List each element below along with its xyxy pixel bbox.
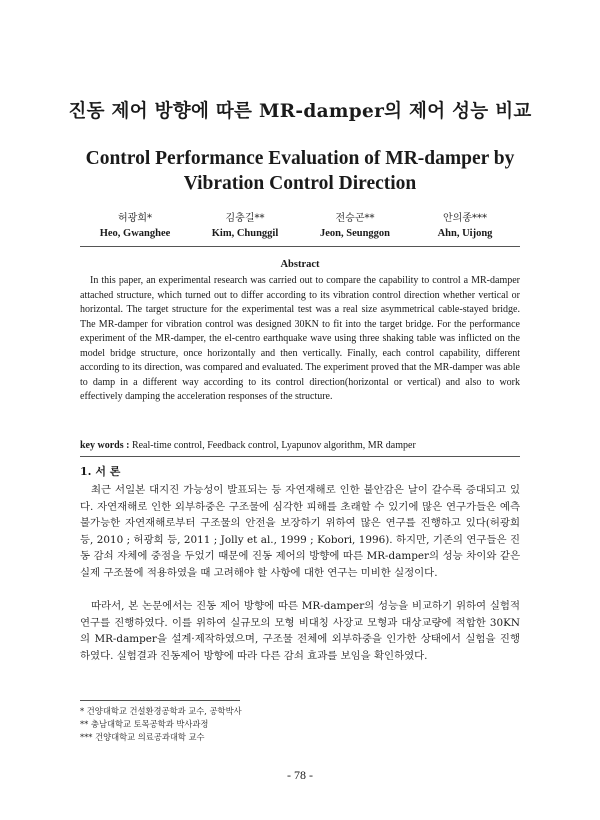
author-3 (300, 211, 410, 241)
footnote-1: * 건양대학교 건설환경공학과 교수, 공학박사 (80, 706, 242, 716)
author-1-name-korean: 허광희* (118, 213, 152, 224)
author-4-name-english: Ahn, Uijong (437, 228, 493, 239)
footnote-3: *** 건양대학교 의료공과대학 교수 (80, 732, 205, 742)
body-paragraph-2: 따라서, 본 논문에서는 진동 제어 방향에 따른 MR-damper의 성능을 비교하기 위하여 실험적 연구를 진행하였다. 이를 위하여 실규모의 모형 비대칭 사장교 모형과 대상교량에 적합한 30KN의 MR-damper을 설계·제작하였으며, 구조물 전체에 외부하중을 인가한 상태에서 실험을 진행하였다. 실험결과 진동제어 방향에 따라 다른 감쇠 효과를 보임을 확인하였다. (80, 600, 520, 662)
author-4 (410, 211, 520, 241)
author-4-name-korean: 안의종*** (443, 213, 487, 224)
author-divider (80, 246, 520, 247)
abstract-text: In this paper, an experimental research was carried out to compare the capability to control a MR-damper attached structure, which turned out to differ according to its vibration control direction whether vertical or horizontal. The target structure for the experimental test was a real size asymmetrical cable-stayed bridge. The MR-damper for vibration control was designed 30KN to fit into the target bridge. For the performance experiment of the MR-damper, the el-centro earthquake wave using three shaking table was inflicted on the model bridge structure, once horizontally and then vertically. Finally, each control capability, different according to its direction, was compared and evaluated. The experiment proved that the MR-damper was able to damp in a different way according to its control direction(horizontal or vertical) and also to work effectively damping the acceleration responses of the structure. (80, 275, 520, 402)
paper-title-english: Control Performance Evaluation of MR-damper by Vibration Control Direction (85, 148, 515, 194)
author-1-name-english: Heo, Gwanghee (99, 228, 171, 239)
author-list (80, 211, 520, 241)
author-2 (190, 211, 300, 241)
author-3-name-english: Jeon, Seunggon (319, 228, 391, 239)
page-number: - 78 - (287, 768, 313, 782)
abstract-heading: Abstract (280, 259, 320, 270)
footnote-divider (80, 700, 240, 701)
paper-title-korean: 진동 제어 방향에 따른 MR-damper의 제어 성능 비교 (68, 101, 532, 122)
keywords-label: key words : (80, 440, 130, 451)
section-heading: 1. 서 론 (80, 465, 121, 478)
footnote-2: ** 충남대학교 토목공학과 박사과정 (80, 719, 209, 729)
footnotes (80, 705, 480, 744)
keywords-divider (80, 456, 520, 457)
keywords-line (80, 439, 520, 453)
author-2-name-english: Kim, Chunggil (211, 228, 279, 239)
author-1 (80, 211, 190, 241)
author-3-name-korean: 전승곤** (335, 213, 375, 224)
body-paragraph-1: 최근 서일본 대지진 가능성이 발표되는 등 자연재해로 인한 불안감은 날이 갈수록 증대되고 있다. 자연재해로 인한 외부하중은 구조물에 심각한 피해를 초래할 수 있기에 많은 연구가들은 예측불가능한 자연재해로부터 구조물의 안전을 보장하기 위하여 많은 연구를 진행하고 있다(허광희 등, 2010 ; 허광희 등, 2011 ; Jolly et al., 1999 ; Kobori, 1996). 하지만, 기존의 연구들은 진동 감쇠 자체에 중점을 두었기 때문에 진동 제어의 방향에 따른 MR-damper의 성능 차이와 같은 실제 구조물에 적용하였을 때 고려해야 할 사항에 대한 연구는 미비한 실정이다. (80, 484, 520, 579)
keywords-text: Real-time control, Feedback control, Lyapunov algorithm, MR damper (131, 440, 416, 451)
author-2-name-korean: 김충길** (225, 213, 265, 224)
